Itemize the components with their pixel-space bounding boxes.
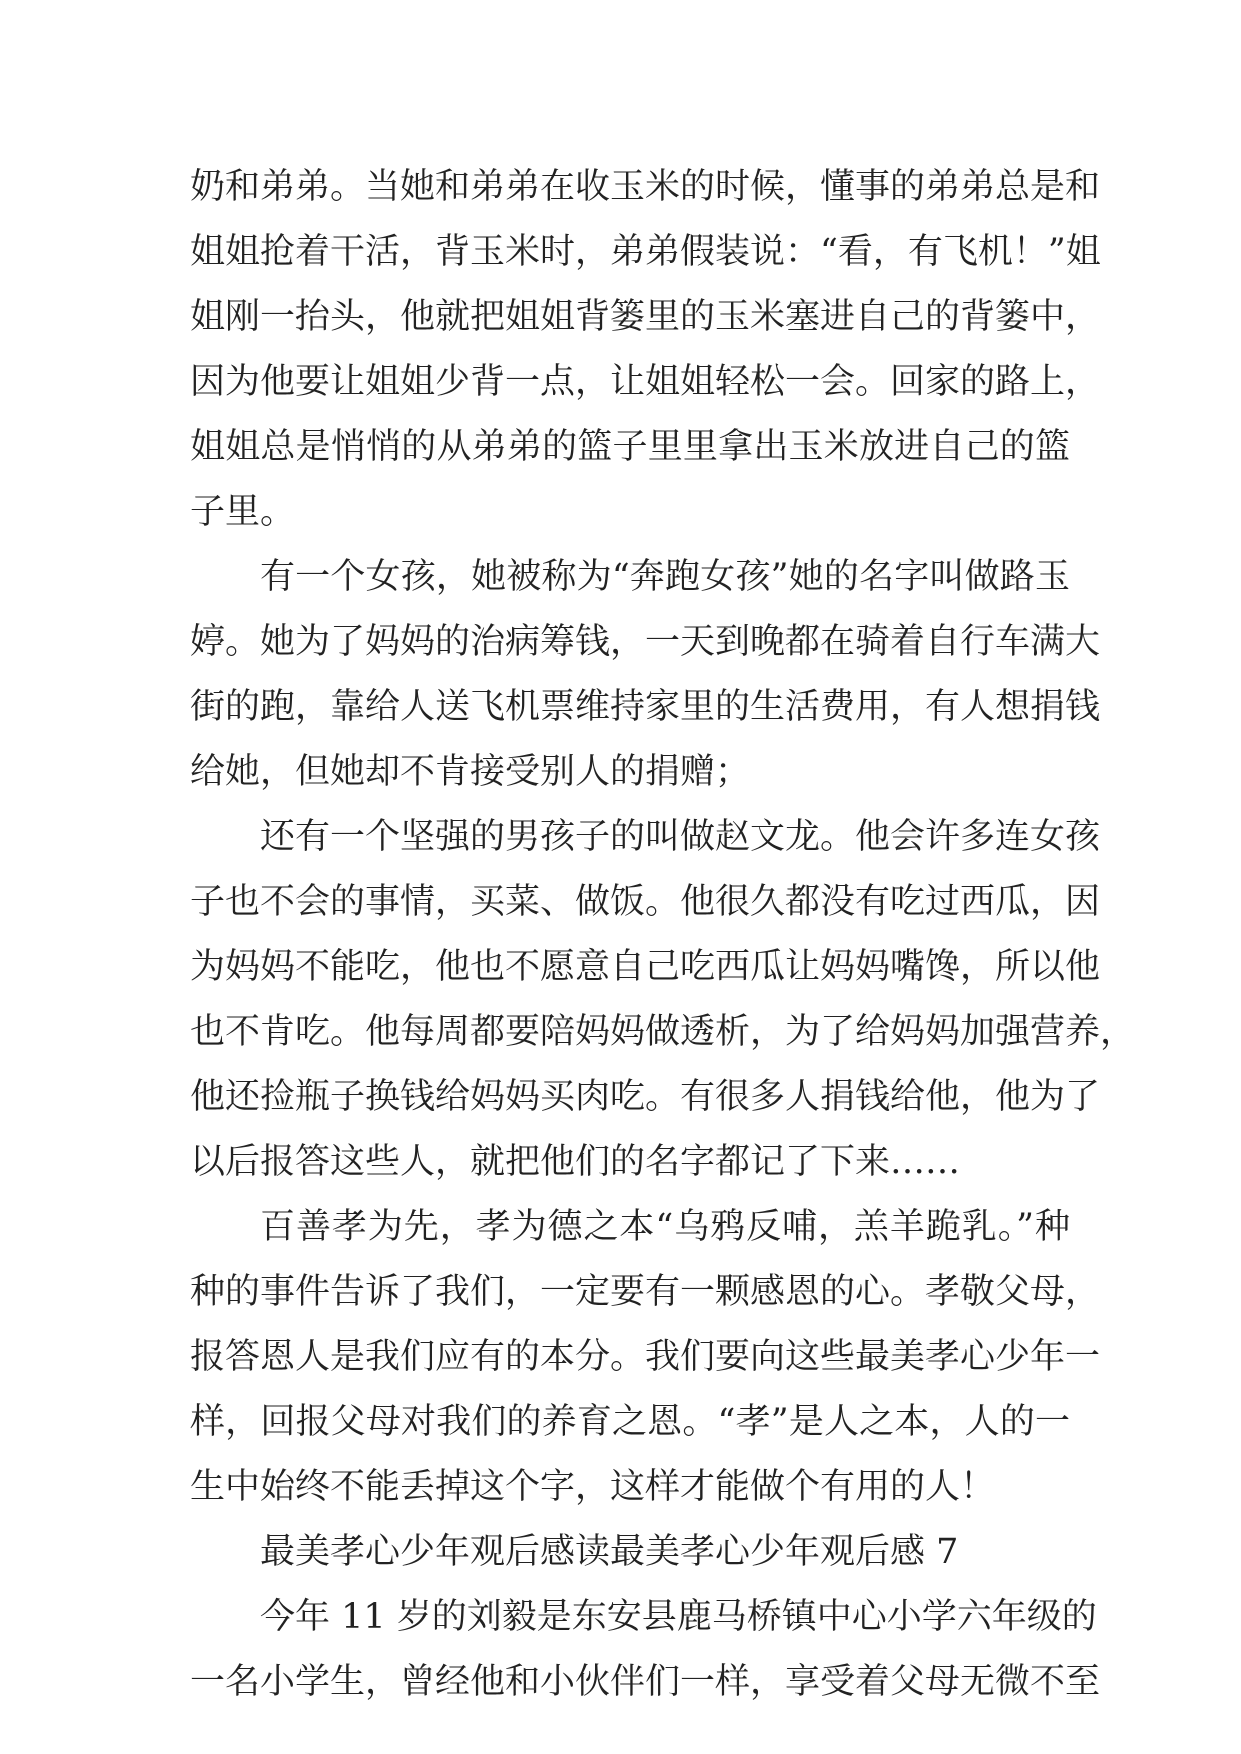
paragraph: [190, 805, 1136, 1195]
text-line: 还有一个坚强的男孩子的叫做赵文龙。他会许多连女孩: [260, 817, 1101, 857]
text-line: 他还捡瓶子换钱给妈妈买肉吃。有很多人捐钱给他，他为了: [190, 1077, 1101, 1117]
text-line: 姐姐抢着干活，背玉米时，弟弟假装说：“看，有飞机！”姐: [190, 232, 1101, 272]
text-line: 姐姐总是悄悄的从弟弟的篮子里里拿出玉米放进自己的篮: [190, 427, 1070, 467]
text-line: 姐刚一抬头，他就把姐姐背篓里的玉米塞进自己的背篓中，: [190, 297, 1101, 337]
text-line: 以后报答这些人，就把他们的名字都记了下来……: [190, 1142, 961, 1182]
text-line: 子也不会的事情，买菜、做饭。他很久都没有吃过西瓜，因: [190, 882, 1101, 922]
text-line: 最美孝心少年观后感读最美孝心少年观后感 7: [260, 1532, 959, 1572]
text-line: 奶和弟弟。当她和弟弟在收玉米的时候，懂事的弟弟总是和: [190, 167, 1101, 207]
text-line: 百善孝为先，孝为德之本“乌鸦反哺，羔羊跪乳。”种: [260, 1207, 1070, 1247]
paragraph: [190, 1520, 1070, 1585]
text-line: 给她，但她却不肯接受别人的捐赠；: [190, 752, 751, 792]
text-line: 婷。她为了妈妈的治病筹钱，一天到晚都在骑着自行车满大: [190, 622, 1101, 662]
text-line: 样，回报父母对我们的养育之恩。“孝”是人之本，人的一: [190, 1402, 1070, 1442]
text-line: 报答恩人是我们应有的本分。我们要向这些最美孝心少年一: [190, 1337, 1101, 1377]
text-line: 有一个女孩，她被称为“奔跑女孩”她的名字叫做路玉: [260, 557, 1070, 597]
text-line: 今年 11 岁的刘毅是东安县鹿马桥镇中心小学六年级的: [260, 1597, 1097, 1637]
text-line: 也不肯吃。他每周都要陪妈妈做透析，为了给妈妈加强营养，: [190, 1012, 1136, 1052]
text-line: 因为他要让姐姐少背一点，让姐姐轻松一会。回家的路上，: [190, 362, 1101, 402]
paragraph: [190, 1195, 1101, 1520]
text-line: 一名小学生，曾经他和小伙伴们一样，享受着父母无微不至: [190, 1662, 1101, 1702]
text-line: 种的事件告诉了我们，一定要有一颗感恩的心。孝敬父母，: [190, 1272, 1101, 1312]
text-line: 为妈妈不能吃，他也不愿意自己吃西瓜让妈妈嘴馋，所以他: [190, 947, 1101, 987]
text-line: 街的跑，靠给人送飞机票维持家里的生活费用，有人想捐钱: [190, 687, 1101, 727]
text-line: 子里。: [190, 492, 296, 532]
document-body: [190, 155, 1136, 1715]
paragraph: [190, 155, 1101, 545]
paragraph: [190, 545, 1101, 805]
paragraph: [190, 1585, 1101, 1715]
text-line: 生中始终不能丢掉这个字，这样才能做个有用的人！: [190, 1467, 996, 1507]
